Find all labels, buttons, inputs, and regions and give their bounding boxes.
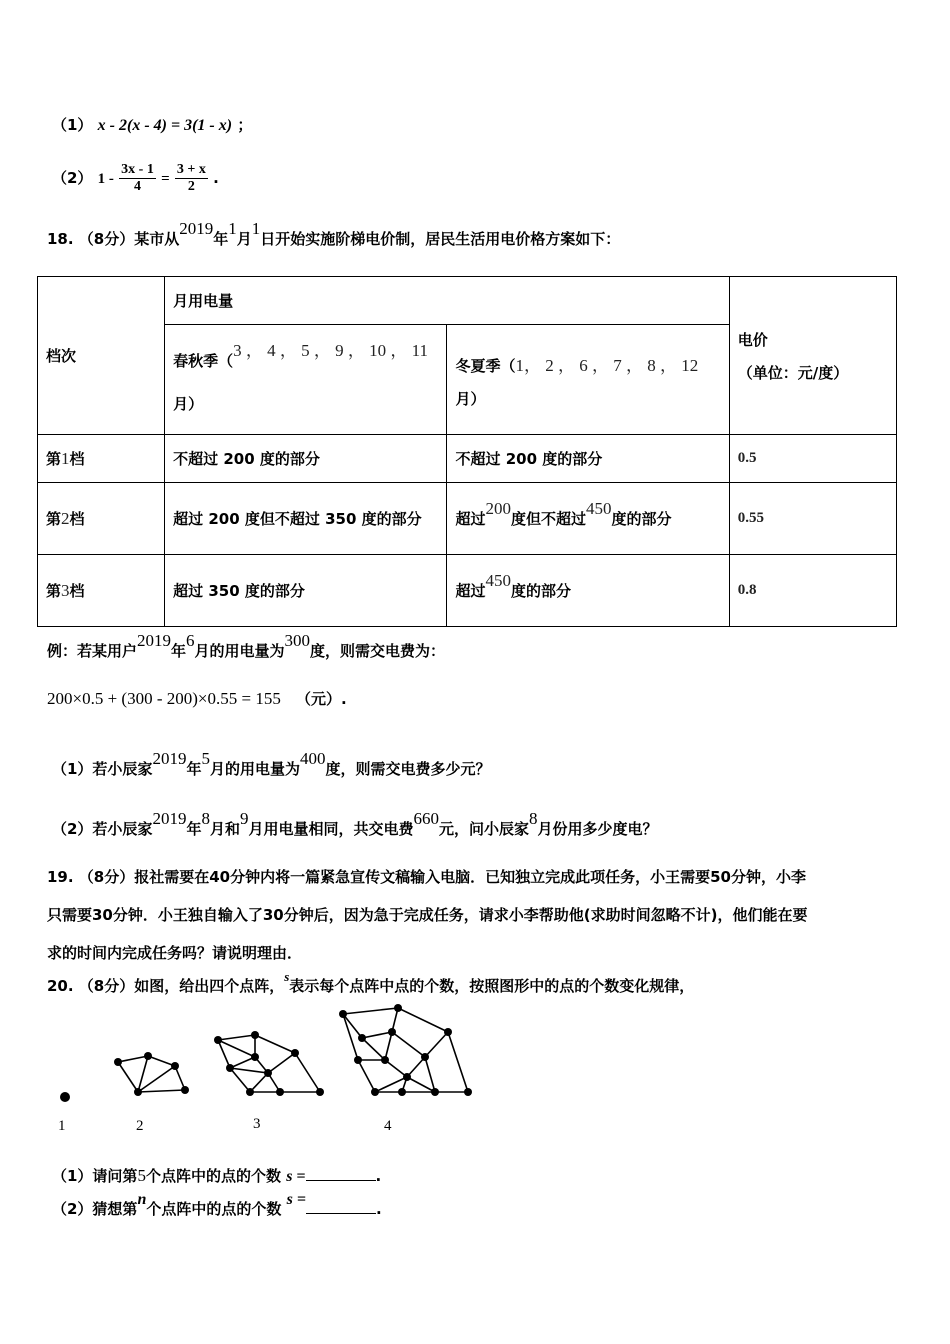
p17-q1: （1） x - 2(x - 4) = 3(1 - x) ； (52, 116, 253, 134)
p19-line-2: 只需要30分钟．小王独自输入了30分钟后，因为急于完成任务，请求小李帮助他(求助时间忽略不计)，他们能在要 (47, 906, 808, 924)
lattice-4 (339, 1004, 472, 1096)
lattice-2 (114, 1052, 189, 1096)
header-spring-autumn: 春秋季（3 ， 4 ， 5 ， 9 ， 10 ， 11 月） (165, 325, 447, 435)
p20-intro: 20. （8分）如图，给出四个点阵，s表示每个点阵中点的个数，按照图形中的点的个数变化规律， (47, 969, 695, 995)
fraction-2: $\frac{3 + x}{2}$ (176, 162, 206, 194)
p18-example: 例：若某用户2019年6月的用电量为300度，则需交电费为： (47, 631, 446, 660)
p17-q1-equation: x - 2(x - 4) = 3(1 - x) (97, 117, 233, 134)
p18-calculation: 200×0.5 + (300 - 200)×0.55 = 155 （元）. (47, 689, 347, 708)
table-row: 第2档 超过 200 度但不超过 350 度的部分 超过200度但不超过450度的部分 0.55 (38, 483, 897, 555)
lattice-3 (214, 1031, 324, 1096)
p18-q1: （1）若小辰家2019年5月的用电量为400度，则需交电费多少元？ (52, 749, 491, 778)
p20-q1: （1）请问第5个点阵中的点的个数 s = . (52, 1166, 382, 1185)
table-row: 第1档 不超过 200 度的部分 不超过 200 度的部分 0.5 (38, 435, 897, 483)
header-price: 电价 （单位：元/度） (729, 277, 896, 435)
p18-q2: （2）若小辰家2019年8月和9月用电量相同，共交电费660元，问小辰家8月份用多少度电？ (52, 809, 658, 838)
p19-line-3: 求的时间内完成任务吗？请说明理由． (47, 944, 303, 962)
p17-q2: （2） 1 - $\frac{3x - 1}{4}$ = $\frac{3 + x}{2}$ . (52, 162, 219, 194)
p20-q2: （2）猜想第n个点阵中的点的个数 s =. (52, 1191, 382, 1218)
figure-label: 3 (253, 1116, 261, 1132)
header-tier: 档次 (38, 277, 165, 435)
dot-lattice-figure (40, 1000, 500, 1140)
electricity-price-table (37, 276, 897, 627)
figure-label: 1 (58, 1118, 66, 1134)
header-winter-summer: 冬夏季（1， 2 ， 6 ， 7 ， 8 ， 12 月） (447, 325, 729, 435)
answer-blank[interactable] (306, 1199, 376, 1214)
figure-label: 4 (384, 1118, 392, 1134)
table-row: 第3档 超过 350 度的部分 超过450度的部分 0.8 (38, 555, 897, 627)
p19-line-1: 19. （8分）报社需要在40分钟内将一篇紧急宣传文稿输入电脑．已知独立完成此项任务，小王需要50分钟，小李 (47, 868, 806, 886)
p18-intro: 18. （8分）某市从2019年1月1日开始实施阶梯电价制，居民生活用电价格方案如下： (47, 219, 621, 248)
fraction-1: $\frac{3x - 1}{4}$ (121, 162, 154, 194)
answer-blank[interactable] (306, 1166, 376, 1181)
header-usage: 月用电量 (165, 277, 730, 325)
figure-label: 2 (136, 1118, 144, 1134)
lattice-1-dot (60, 1092, 70, 1102)
